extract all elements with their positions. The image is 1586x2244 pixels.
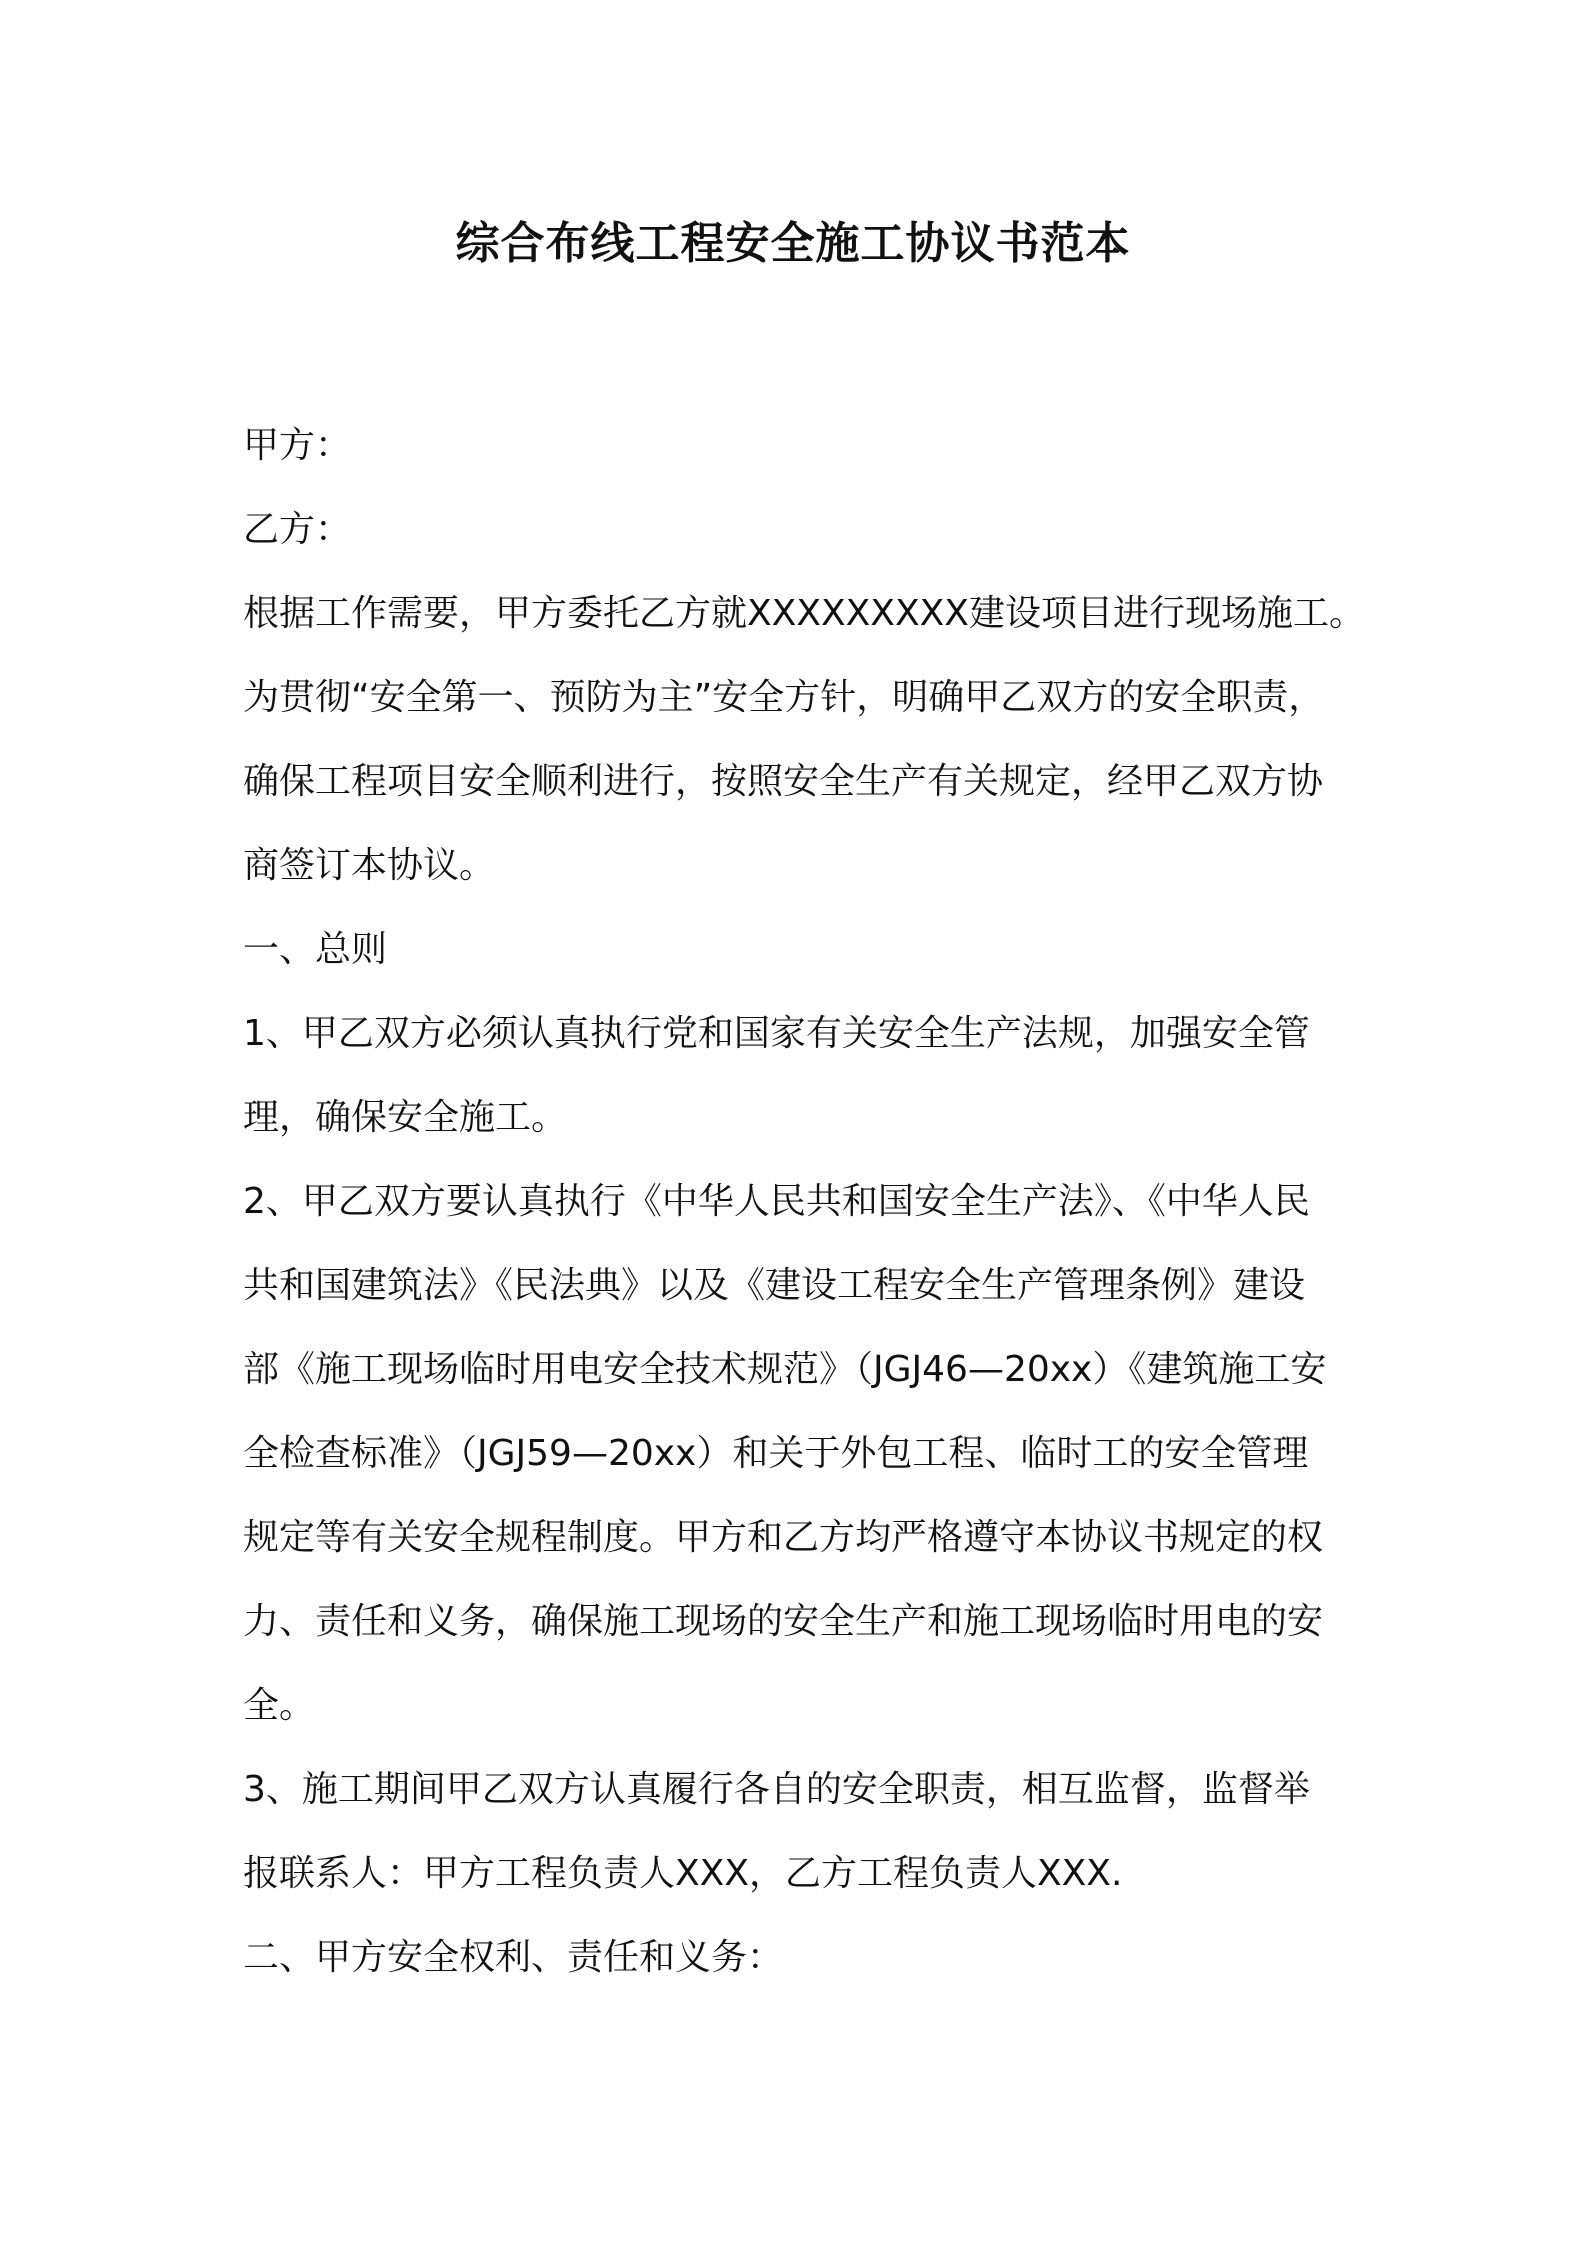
clause-1-line-1: 1、甲乙双方必须认真执行党和国家有关安全生产法规，加强安全管 (243, 1013, 1310, 1054)
section-heading-general: 一、总则 (243, 929, 388, 970)
clause-2-line-2: 共和国建筑法》《民法典》以及《建设工程安全生产管理条例》建设 (243, 1265, 1306, 1306)
clause-2-line-5: 规定等有关安全规程制度。甲方和乙方均严格遵守本协议书规定的权 (243, 1517, 1324, 1558)
clause-3-line-2: 报联系人：甲方工程负责人XXX，乙方工程负责人XXX. (243, 1853, 1123, 1894)
intro-line-2: 为贯彻“安全第一、预防为主”安全方针，明确甲乙双方的安全职责， (243, 677, 1325, 718)
document-body (243, 404, 1363, 2000)
party-a-line: 甲方： (243, 425, 352, 466)
document-title: 综合布线工程安全施工协议书范本 (455, 218, 1131, 269)
clause-2-line-7: 全。 (243, 1685, 316, 1726)
clause-2-line-1: 2、甲乙双方要认真执行《中华人民共和国安全生产法》、《中华人民 (243, 1181, 1310, 1222)
intro-line-3: 确保工程项目安全顺利进行，按照安全生产有关规定，经甲乙双方协 (243, 761, 1324, 802)
intro-line-1: 根据工作需要，甲方委托乙方就XXXXXXXXX建设项目进行现场施工。 (243, 593, 1365, 634)
clause-1-line-2: 理，确保安全施工。 (243, 1097, 568, 1138)
clause-2-line-4: 全检查标准》（JGJ59—20xx）和关于外包工程、临时工的安全管理 (243, 1433, 1309, 1474)
clause-3-line-1: 3、施工期间甲乙双方认真履行各自的安全职责，相互监督，监督举 (243, 1769, 1310, 1810)
party-b-line: 乙方： (243, 509, 352, 550)
clause-2-line-6: 力、责任和义务，确保施工现场的安全生产和施工现场临时用电的安 (243, 1601, 1324, 1642)
clause-2-line-3: 部《施工现场临时用电安全技术规范》（JGJ46—20xx）《建筑施工安 (243, 1349, 1327, 1390)
intro-line-4: 商签订本协议。 (243, 845, 496, 886)
section-heading-party-a: 二、甲方安全权利、责任和义务： (243, 1937, 784, 1978)
